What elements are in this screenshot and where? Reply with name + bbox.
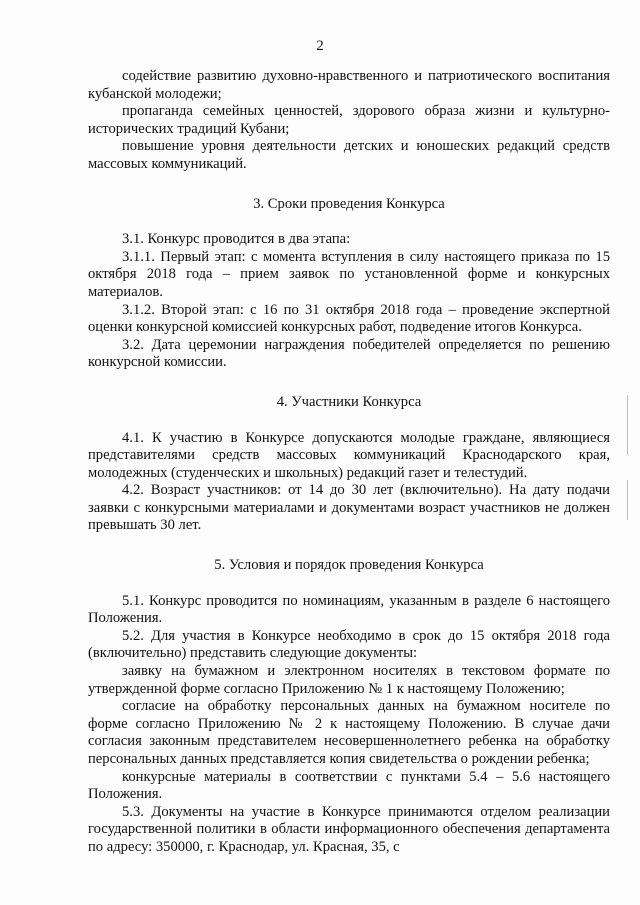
paragraph: 5.3. Документы на участие в Конкурсе принимаются отделом реализации государственной политики в области информационного обеспечения департамента по адресу: 350000, г. Краснодар, ул. Красная, 35, с: [88, 803, 610, 855]
paragraph: 3.1. Конкурс проводится в два этапа:: [122, 231, 351, 248]
section-3-heading: 3. Сроки проведения Конкурса: [253, 195, 445, 212]
paragraph: 3.2. Дата церемонии награждения победителей определяется по решению конкурсной комиссии.: [88, 336, 610, 371]
paragraph: согласие на обработку персональных данных на бумажном носителе по форме согласно Приложению № 2 к настоящему Положению. В случае дачи согласия законным представителем несовершеннолетнего ребенка на обработку персональных данных представляется копия свидетельства о рождении ребенка;: [88, 698, 610, 767]
paragraph: содействие развитию духовно-нравственного и патриотического воспитания кубанской молодежи;: [88, 68, 610, 102]
section-5-heading: 5. Условия и порядок проведения Конкурса: [214, 557, 484, 574]
paragraph: 4.1. К участию в Конкурсе допускаются молодые граждане, являющиеся представителями средств массовых коммуникаций Краснодарского края, молодежных (студенческих и школьных) редакций газет и телестудий.: [88, 429, 610, 481]
scan-edge-mark: [627, 480, 628, 520]
paragraph: 3.1.2. Второй этап: с 16 по 31 октября 2018 года – проведение экспертной оценки конкурсной комиссией конкурсных работ, подведение итогов Конкурса.: [88, 301, 610, 336]
paragraph: повышение уровня деятельности детских и юношеских редакций средств массовых коммуникаций.: [88, 138, 610, 172]
paragraph: пропаганда семейных ценностей, здорового образа жизни и культурно-исторических традиций Кубани;: [88, 103, 610, 137]
scan-edge-mark: [627, 395, 628, 455]
document-body: [88, 68, 610, 857]
paragraph: 5.1. Конкурс проводится по номинациям, указанным в разделе 6 настоящего Положения.: [88, 592, 610, 627]
paragraph: 3.1.1. Первый этап: с момента вступления в силу настоящего приказа по 15 октября 2018 года – прием заявок по установленной форме и конкурсных материалов.: [88, 248, 610, 300]
paragraph: заявку на бумажном и электронном носителях в текстовом формате по утвержденной форме согласно Приложению № 1 к настоящему Положению;: [88, 663, 610, 697]
paragraph: 4.2. Возраст участников: от 14 до 30 лет (включительно). На дату подачи заявки с конкурсными материалами и документами возраст участников не должен превышать 30 лет.: [88, 482, 610, 534]
section-4-heading: 4. Участники Конкурса: [276, 393, 422, 410]
paragraph: конкурсные материалы в соответствии с пунктами 5.4 – 5.6 настоящего Положения.: [88, 768, 610, 803]
paragraph: 5.2. Для участия в Конкурсе необходимо в срок до 15 октября 2018 года (включительно) представить следующие документы:: [88, 627, 610, 662]
page-number: 2: [316, 38, 324, 54]
